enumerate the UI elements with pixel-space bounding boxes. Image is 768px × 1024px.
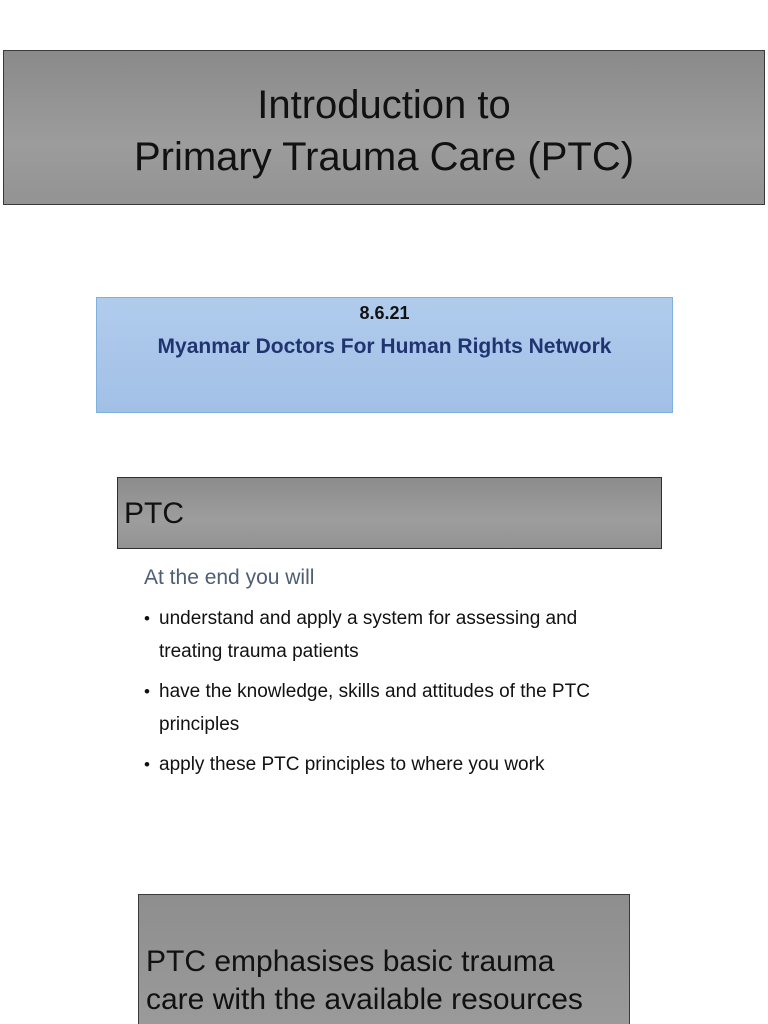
title-line-2: Primary Trauma Care (PTC) [133, 134, 635, 179]
list-item [144, 675, 644, 741]
organization-name: Myanmar Doctors For Human Rights Network [157, 335, 612, 358]
subtitle-box [96, 297, 673, 413]
bullet-icon: • [144, 609, 150, 628]
title-line-1: Introduction to [257, 82, 511, 127]
section-heading-box [117, 477, 662, 549]
objectives-heading: At the end you will [144, 566, 315, 589]
bullet-icon: • [144, 682, 150, 701]
section-heading: PTC [124, 497, 184, 530]
list-item-text: apply these PTC principles to where you work [159, 754, 545, 775]
emphasis-slide [138, 894, 630, 1024]
list-item [144, 602, 644, 668]
list-item-text: have the knowledge, skills and attitudes of the PTC principles [159, 681, 590, 735]
objectives-block [144, 562, 644, 788]
emphasis-line-1: PTC emphasises basic trauma [146, 945, 555, 978]
bullet-icon: • [144, 755, 150, 774]
title-slide [3, 50, 765, 205]
list-item-text: understand and apply a system for assessing and treating trauma patients [159, 608, 578, 662]
objectives-list [144, 602, 644, 781]
list-item [144, 748, 644, 781]
emphasis-line-2: care with the available resources [146, 983, 583, 1016]
presentation-date: 8.6.21 [359, 303, 410, 323]
